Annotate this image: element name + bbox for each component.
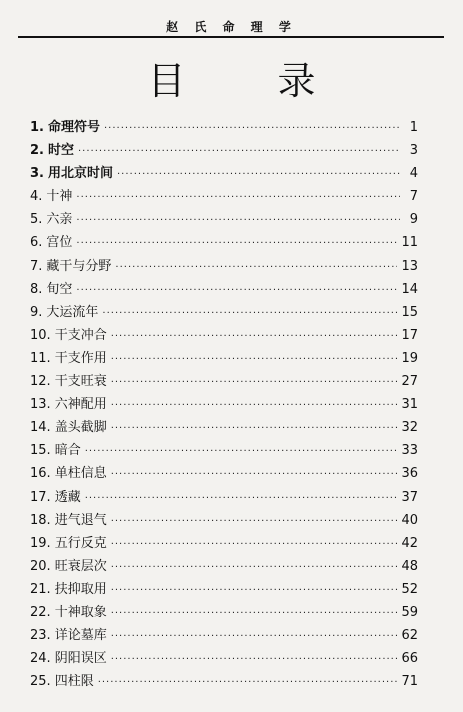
toc-entry-page: 19	[401, 350, 418, 366]
toc-entry-number: 23.	[30, 628, 51, 644]
toc-entry-page: 71	[401, 674, 418, 690]
toc-entry	[30, 555, 418, 578]
toc-leader-dots	[111, 354, 398, 365]
toc-list	[30, 116, 418, 693]
toc-entry	[30, 162, 418, 185]
toc-entry-title: 十神	[46, 189, 73, 205]
toc-entry-number: 21.	[30, 581, 51, 597]
toc-leader-dots	[111, 631, 398, 642]
toc-leader-dots	[76, 215, 400, 226]
toc-leader-dots	[111, 516, 398, 527]
toc-entry	[30, 647, 418, 670]
toc-entry-number: 25.	[30, 674, 51, 690]
toc-entry-number: 20.	[30, 558, 51, 574]
toc-entry-title: 干支作用	[54, 350, 107, 366]
toc-entry	[30, 324, 418, 347]
toc-leader-dots	[111, 400, 398, 411]
toc-entry	[30, 486, 418, 509]
toc-leader-dots	[111, 539, 398, 550]
toc-entry-page: 3	[409, 143, 418, 159]
toc-entry-title: 六亲	[46, 212, 73, 228]
toc-entry-page: 4	[409, 166, 418, 182]
toc-leader-dots	[78, 146, 400, 157]
toc-entry-number: 5.	[30, 212, 43, 228]
toc-entry	[30, 416, 418, 439]
toc-entry-page: 31	[401, 397, 418, 413]
toc-entry-page: 7	[409, 189, 418, 205]
toc-entry-page: 66	[401, 651, 418, 667]
toc-entry-title: 单柱信息	[54, 466, 107, 482]
toc-entry-page: 36	[401, 466, 418, 482]
toc-entry-page: 14	[401, 281, 418, 297]
toc-entry	[30, 301, 418, 324]
toc-entry	[30, 578, 418, 601]
toc-entry-title: 进气退气	[54, 512, 107, 528]
toc-leader-dots	[111, 585, 398, 596]
toc-entry-title: 旬空	[46, 281, 73, 297]
toc-entry-number: 13.	[30, 397, 51, 413]
toc-entry-number: 1.	[30, 120, 44, 135]
toc-entry-page: 9	[409, 212, 418, 228]
toc-entry-title: 五行反克	[54, 535, 107, 551]
toc-entry-number: 6.	[30, 235, 43, 251]
toc-entry-title: 详论墓库	[54, 628, 107, 644]
toc-leader-dots	[104, 123, 400, 134]
toc-entry-number: 18.	[30, 512, 51, 528]
toc-entry-number: 2.	[30, 143, 44, 159]
toc-entry-title: 阴阳误区	[54, 651, 107, 667]
toc-leader-dots	[85, 493, 398, 504]
toc-leader-dots	[111, 423, 398, 434]
toc-leader-dots	[102, 308, 397, 319]
toc-entry-number: 19.	[30, 535, 51, 551]
toc-entry	[30, 278, 418, 301]
toc-leader-dots	[117, 169, 400, 180]
toc-entry	[30, 532, 418, 555]
toc-entry-number: 24.	[30, 651, 51, 667]
header-rule	[18, 36, 444, 38]
toc-entry-page: 52	[401, 581, 418, 597]
toc-leader-dots	[115, 262, 397, 273]
toc-leader-dots	[76, 285, 397, 296]
toc-leader-dots	[111, 608, 398, 619]
toc-entry-number: 3.	[30, 166, 44, 182]
toc-entry-page: 13	[401, 258, 418, 274]
toc-entry-page: 48	[401, 558, 418, 574]
running-header: 赵 氏 命 理 学	[166, 20, 297, 34]
toc-entry-number: 11.	[30, 350, 51, 366]
toc-entry-number: 10.	[30, 327, 51, 343]
toc-entry-title: 用北京时间	[47, 166, 113, 182]
toc-entry-title: 干支冲合	[54, 327, 107, 343]
toc-entry-number: 8.	[30, 281, 43, 297]
toc-entry-title: 宫位	[46, 235, 73, 251]
toc-entry-title: 命理符号	[47, 120, 100, 135]
toc-entry-page: 1	[409, 120, 418, 135]
toc-entry-page: 42	[401, 535, 418, 551]
toc-entry-number: 9.	[30, 304, 43, 320]
toc-entry-number: 22.	[30, 604, 51, 620]
toc-entry	[30, 139, 418, 162]
toc-entry-number: 16.	[30, 466, 51, 482]
toc-entry	[30, 370, 418, 393]
toc-entry-page: 33	[401, 443, 418, 459]
toc-entry	[30, 624, 418, 647]
toc-entry-title: 暗合	[54, 443, 81, 459]
toc-entry-number: 4.	[30, 189, 43, 205]
toc-entry-number: 12.	[30, 374, 51, 390]
toc-entry-page: 17	[401, 327, 418, 343]
toc-entry	[30, 439, 418, 462]
toc-entry-page: 37	[401, 489, 418, 505]
toc-leader-dots	[85, 446, 398, 457]
toc-entry-title: 时空	[47, 143, 74, 159]
toc-entry	[30, 116, 418, 139]
toc-leader-dots	[111, 377, 398, 388]
toc-leader-dots	[98, 677, 398, 688]
toc-entry-number: 7.	[30, 258, 43, 274]
toc-entry-title: 旺衰层次	[54, 558, 107, 574]
toc-entry-page: 32	[401, 420, 418, 436]
toc-leader-dots	[111, 469, 398, 480]
toc-entry	[30, 185, 418, 208]
toc-entry	[30, 601, 418, 624]
toc-leader-dots	[111, 331, 398, 342]
toc-entry	[30, 255, 418, 278]
toc-entry-page: 59	[401, 604, 418, 620]
toc-entry	[30, 462, 418, 485]
toc-entry-number: 17.	[30, 489, 51, 505]
toc-entry-page: 11	[401, 235, 418, 251]
toc-entry	[30, 231, 418, 254]
toc-entry	[30, 670, 418, 693]
toc-entry-number: 14.	[30, 420, 51, 436]
toc-entry	[30, 393, 418, 416]
toc-leader-dots	[111, 654, 398, 665]
toc-entry-title: 盖头截脚	[54, 420, 107, 436]
toc-leader-dots	[76, 238, 397, 249]
toc-entry-title: 十神取象	[54, 604, 107, 620]
toc-entry-page: 62	[401, 628, 418, 644]
toc-entry-number: 15.	[30, 443, 51, 459]
toc-entry-page: 27	[401, 374, 418, 390]
toc-entry	[30, 509, 418, 532]
toc-entry-title: 六神配用	[54, 397, 107, 413]
toc-entry-title: 大运流年	[46, 304, 99, 320]
toc-leader-dots	[111, 562, 398, 573]
toc-entry	[30, 347, 418, 370]
toc-leader-dots	[76, 192, 400, 203]
toc-entry-title: 藏干与分野	[46, 258, 112, 274]
toc-entry	[30, 208, 418, 231]
toc-entry-page: 15	[401, 304, 418, 320]
toc-entry-title: 四柱限	[54, 674, 94, 690]
toc-entry-title: 透藏	[54, 489, 81, 505]
toc-entry-title: 干支旺衰	[54, 374, 107, 390]
toc-title: 目 录	[147, 59, 356, 103]
toc-entry-page: 40	[401, 512, 418, 528]
toc-entry-title: 扶抑取用	[54, 581, 107, 597]
